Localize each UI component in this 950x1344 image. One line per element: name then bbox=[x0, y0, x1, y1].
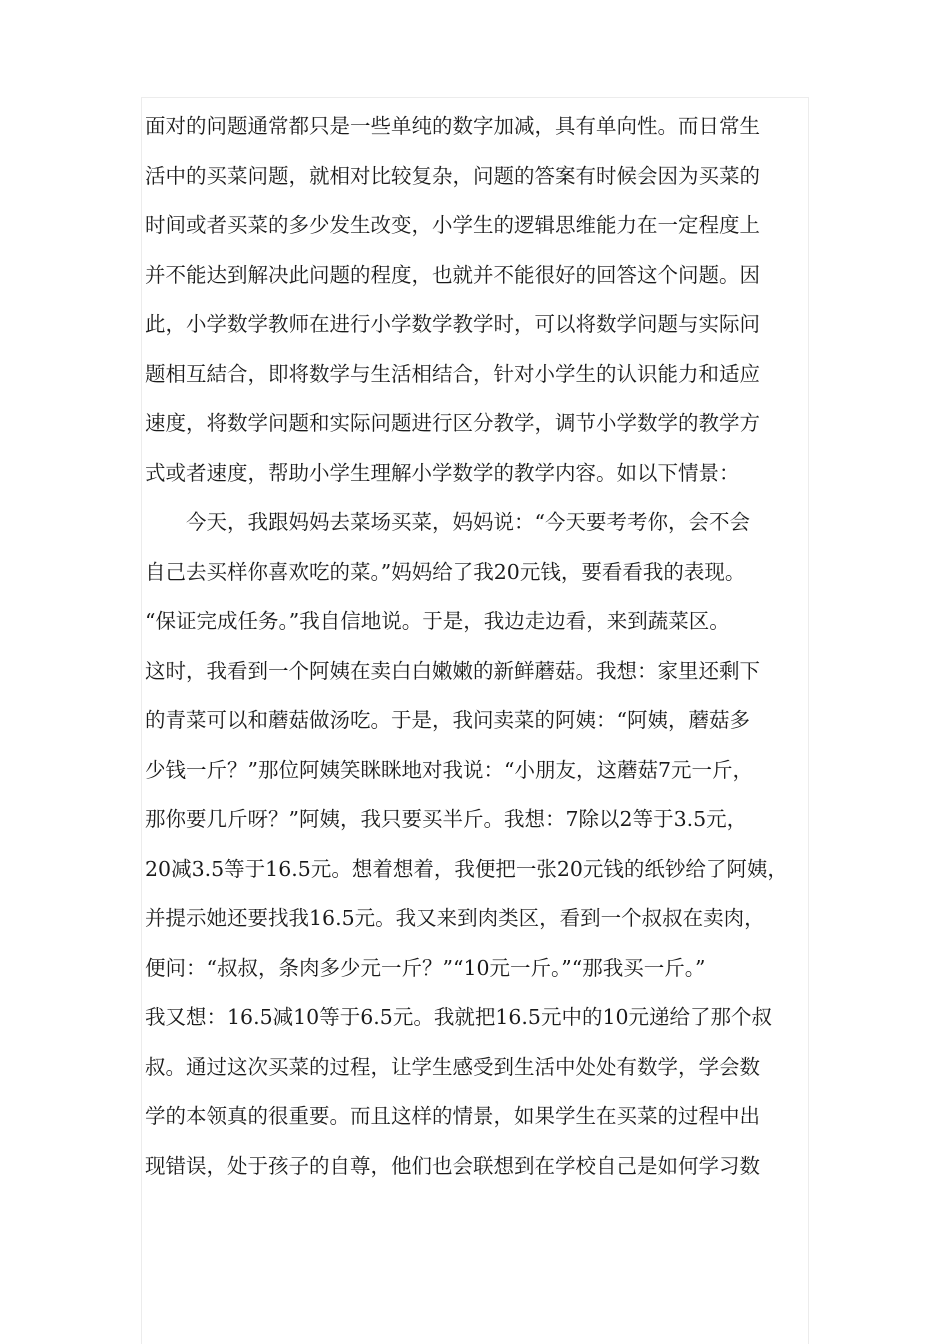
text-line-5: 此，小学数学教师在进行小学数学教学时，可以将数学问题与实际问 bbox=[145, 312, 760, 336]
text-line-1: 面对的问题通常都只是一些单纯的数字加减，具有单向性。而日常生 bbox=[145, 114, 760, 138]
text-line-9: 今天，我跟妈妈去菜场买菜，妈妈说：“今天要考考你，会不会 bbox=[145, 510, 750, 534]
text-line-21: 学的本领真的很重要。而且这样的情景，如果学生在买菜的过程中出 bbox=[145, 1104, 760, 1128]
text-line-14: 少钱一斤？”那位阿姨笑眯眯地对我说：“小朋友，这蘑菇7元一斤， bbox=[145, 757, 754, 782]
text-line-4: 并不能达到解决此问题的程度，也就并不能很好的回答这个问题。因 bbox=[145, 262, 760, 287]
text-line-17: 并提示她还要找我16.5元。我又来到肉类区，看到一个叔叔在卖肉， bbox=[145, 906, 765, 930]
text-line-15: 那你要几斤呀？”阿姨，我只要买半斤。我想：7除以2等于3.5元， bbox=[145, 807, 748, 831]
text-line-3: 时间或者买菜的多少发生改变，小学生的逻辑思维能力在一定程度上 bbox=[145, 213, 760, 237]
text-line-11: “保证完成任务。”我自信地说。于是，我边走边看，来到蔬菜区。 bbox=[145, 609, 730, 633]
text-line-16: 20减3.5等于16.5元。想着想着，我便把一张20元钱的纸钞给了阿姨， bbox=[145, 856, 788, 881]
text-line-6: 题相互結合，即将数学与生活相结合，针对小学生的认识能力和适应 bbox=[145, 361, 760, 386]
text-line-22: 现错误，处于孩子的自尊，他们也会联想到在学校自己是如何学习数 bbox=[145, 1153, 760, 1178]
text-line-13: 的青菜可以和蘑菇做汤吃。于是，我问卖菜的阿姨：“阿姨，蘑菇多 bbox=[145, 708, 750, 732]
text-line-10: 自己去买样你喜欢吃的菜。”妈妈给了我20元钱，要看看我的表现。 bbox=[145, 559, 746, 584]
document-body bbox=[145, 102, 825, 1191]
text-line-2: 活中的买菜问题，就相对比较复杂，问题的答案有时候会因为买菜的 bbox=[145, 163, 760, 188]
text-line-8: 式或者速度，帮助小学生理解小学数学的教学内容。如以下情景： bbox=[145, 460, 740, 485]
text-line-20: 叔。通过这次买菜的过程，让学生感受到生活中处处有数学，学会数 bbox=[145, 1054, 760, 1079]
text-line-19: 我又想：16.5减10等于6.5元。我就把16.5元中的10元递给了那个叔 bbox=[145, 1005, 773, 1029]
text-line-7: 速度，将数学问题和实际问题进行区分教学，调节小学数学的教学方 bbox=[145, 411, 760, 435]
text-line-18: 便问：“叔叔，条肉多少元一斤？”“10元一斤。”“那我买一斤。” bbox=[145, 955, 706, 980]
text-line-12: 这时，我看到一个阿姨在卖白白嫩嫩的新鲜蘑菇。我想：家里还剩下 bbox=[145, 658, 760, 683]
